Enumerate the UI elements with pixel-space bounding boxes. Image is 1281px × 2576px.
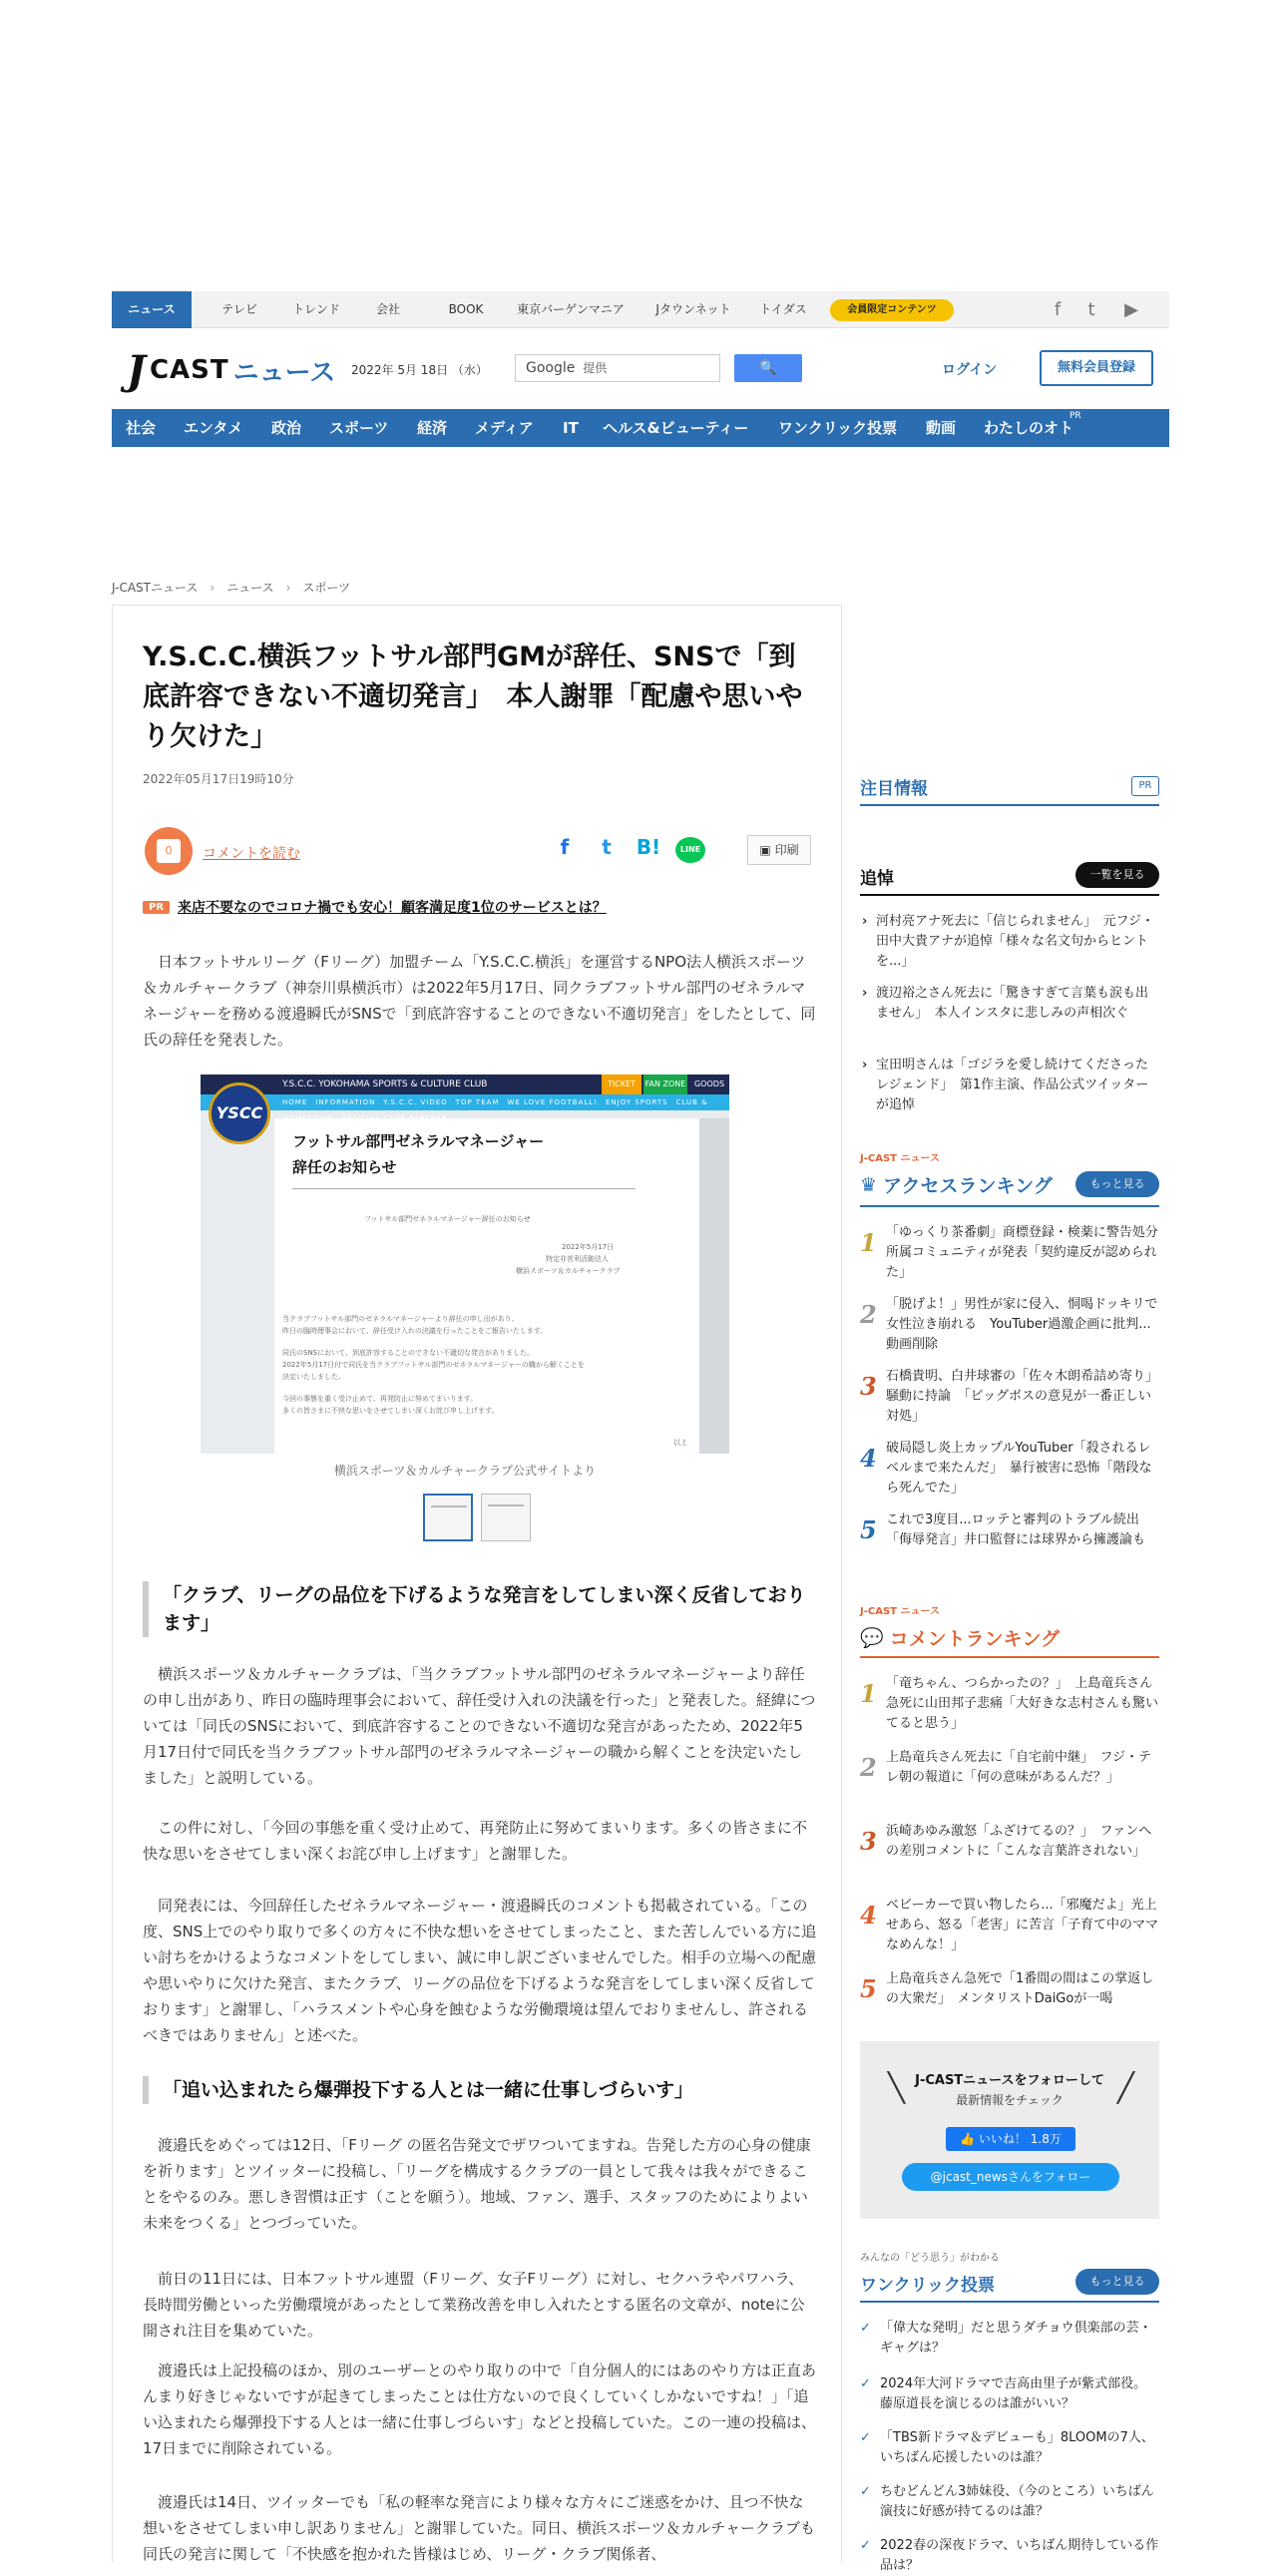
attention-pr-badge: PR xyxy=(1131,776,1159,796)
vote-item[interactable] xyxy=(860,2428,1159,2468)
youtube-icon[interactable]: ▶ xyxy=(1124,299,1138,320)
breadcrumb-home[interactable]: J-CASTニュース xyxy=(112,581,199,595)
rank-text: 浜崎あゆみ激怒「ふざけてるの？」 ファンへの差別コメントに「こんな言葉許されない」 xyxy=(886,1824,1152,1859)
vote-item[interactable] xyxy=(860,2319,1159,2359)
access-ranking-item[interactable] xyxy=(860,1295,1159,1355)
figure-site-nav: HOME INFORMATION Y.S.C.C. VIDEO TOP TEAM WE LOVE FOOTBALL! ENJOY SPORTS CLUB & xyxy=(201,1094,729,1110)
figure-side-panel xyxy=(699,1118,729,1454)
rank-number: 1 xyxy=(860,1679,877,1708)
article-paragraph-6: 渡邉氏は上記投稿のほか、別のユーザーとのやり取りの中で「自分個人的にはあのやり方は正直あんまり好きじゃないですが起きてしまったことは仕方ないので良くしていくしかないですね！」「追い込まれたら爆弾投下する人とは一緒に仕事しづらいす」などと投稿していた。この一連の投稿は、17日までに削除されている。 xyxy=(143,2361,817,2457)
access-ranking-title xyxy=(860,1171,1053,1198)
follow-slash-right: ╱ xyxy=(1117,2071,1134,2104)
logo-j-mark: J xyxy=(127,346,146,394)
article-headline: Y.S.C.C.横浜フットサル部門GMが辞任、SNSで「到底許容できない不適切発言」 本人謝罪「配慮や思いやり欠けた」 xyxy=(143,642,803,752)
nav-pr-label: PR xyxy=(1069,411,1081,421)
check-icon: ✓ xyxy=(860,2376,871,2391)
comment-bubbles-icon: 💬 xyxy=(860,1627,884,1649)
article-paragraph-4: 渡邉氏をめぐっては12日、「Fリーグ の匿名告発文でザワついてますね。告発した方の心身の健康を祈ります」とツイッターに投稿し、「リーグを構成するクラブの一員として我々は我々ができることをやるのみ。悪しき習慣は正す（ことを願う）。地域、ファン、選手、スタッフのためによりよい未来をつくる」とつづっていた。 xyxy=(143,2136,811,2232)
rank-number: 3 xyxy=(860,1827,877,1856)
access-ranking-item[interactable] xyxy=(860,1367,1159,1427)
comment-ranking-item[interactable] xyxy=(860,1748,1159,1788)
figure-doc-rule xyxy=(292,1188,636,1189)
follow-slash-left: ╲ xyxy=(888,2071,905,2104)
rank-text: 「ゆっくり茶番劇」商標登録・検薬に警告処分 所属コミュニティが発表「契約違反が認められた」 xyxy=(886,1225,1171,1280)
search-input[interactable] xyxy=(515,354,720,382)
nav-health-beauty[interactable]: ヘルス&ビューティー xyxy=(603,419,749,437)
service-tab-bargain[interactable]: 東京バーゲンマニア xyxy=(517,302,625,316)
logo-cast: CAST xyxy=(149,355,229,385)
figure-doc-body1: 当クラブフットサル部門のゼネラルマネージャーより辞任の申し出があり、 xyxy=(282,1315,519,1323)
article-paragraph-5: 前日の11日には、日本フットサル連盟（Fリーグ、女子Fリーグ）に対し、セクハラやパワハラ、長時間労働といった労働環境があったとして業務改善を申し入れたとする匿名の文章が、noteに公開され注目を集めていた。 xyxy=(143,2270,805,2340)
article-lead: 日本フットサルリーグ（Fリーグ）加盟チーム「Y.S.C.C.横浜」を運営するNPO法人横浜スポーツ＆カルチャークラブ（神奈川県横浜市）は2022年5月17日、同クラブフットサル部門のゼネラルマネージャーを務める渡邉瞬氏がSNSで「到底許容することのできない不適切発言」をしたとして、同氏の辞任を発表した。 xyxy=(143,953,816,1049)
nav-entertainment[interactable]: エンタメ xyxy=(184,419,243,437)
figure-document xyxy=(274,1118,699,1454)
figure-ticket-button: TICKET xyxy=(602,1074,641,1094)
ranking-crown-icon: ♛ xyxy=(860,1173,878,1196)
article-paragraph-7: 渡邉氏は14日、ツイッターでも「私の軽率な発言により様々な方々にご迷惑をかけ、且つ不快な想いをさせてしまい申し訳ありません」と謝罪していた。同日、横浜スポーツ＆カルチャークラブも同氏の発言に関して「不快感を抱かれた皆様はじめ、リーグ・クラブ関係者、 xyxy=(143,2493,815,2563)
service-tab-trend[interactable]: トレンド xyxy=(292,302,340,316)
logo-news: ニュース xyxy=(232,357,336,388)
vote-title: ワンクリック投票 xyxy=(860,2276,995,2296)
obituary-rule xyxy=(860,894,1159,896)
print-button[interactable] xyxy=(747,835,811,865)
access-ranking-kicker: J-CAST ニュース xyxy=(860,1153,940,1164)
rank-text: ベビーカーで買い物したら...「邪魔だよ」光上せあら、怒る「老害」に苦言「子育て中のママなめんな！」 xyxy=(886,1898,1159,1952)
printer-icon: ▣ xyxy=(759,843,775,857)
figure-doc-body4: 2022年5月17日付で同氏を当クラブフットサル部門のゼネラルマネージャーの職から解くことを xyxy=(282,1361,585,1369)
attention-rule xyxy=(860,804,1159,806)
figure-fanzone-button: FAN ZONE xyxy=(643,1074,687,1094)
breadcrumb-news[interactable]: ニュース xyxy=(226,581,274,595)
pr-text: 来店不要なのでコロナ禍でも安心！顧客満足度1位のサービスとは？ xyxy=(178,900,607,916)
access-ranking-rule xyxy=(860,1205,1159,1207)
access-ranking-more-button[interactable]: もっと見る xyxy=(1075,1171,1159,1197)
comment-bubble-icon: 0 xyxy=(157,839,181,863)
comment-ranking-item[interactable] xyxy=(860,1822,1159,1862)
comment-ranking-label: コメントランキング xyxy=(889,1628,1061,1650)
comment-ranking-item[interactable] xyxy=(860,1969,1159,2009)
access-ranking-item[interactable] xyxy=(860,1510,1159,1550)
article-paragraph-2: この件に対し、「今回の事態を重く受け止めて、再発防止に努めてまいります。多くの皆さまに不快な思いをさせてしまい深くお詫び申し上げます」と謝罪した。 xyxy=(143,1819,808,1863)
rank-text: 石橋貴明、白井球審の「佐々木朗希詰め寄り」騒動に持論 「ビッグボスの意見が一番正しい対処」 xyxy=(886,1369,1159,1424)
article-subhead-2: 「追い込まれたら爆弾投下する人とは一緒に仕事しづらいす」 xyxy=(143,2076,817,2104)
check-icon: ✓ xyxy=(860,2538,871,2553)
breadcrumb-sep: › xyxy=(285,581,291,595)
comment-ranking-title xyxy=(860,1624,1060,1651)
attention-title: 注目情報 xyxy=(860,779,928,799)
rank-text: 上島竜兵さん死去に「自宅前中継」 フジ・テレ朝の報道に「何の意味があるんだ？」 xyxy=(886,1750,1151,1785)
access-ranking-item[interactable] xyxy=(860,1439,1159,1499)
article-date: 2022年05月17日19時10分 xyxy=(143,772,294,786)
figure-caption: 横浜スポーツ＆カルチャークラブ公式サイトより xyxy=(333,1464,597,1478)
vote-text: ちむどんどん3姉妹役、（今のところ）いちばん演技に好感が持てるのは誰？ xyxy=(880,2484,1154,2519)
service-tab-company[interactable]: 会社 xyxy=(375,302,400,316)
check-icon: ✓ xyxy=(860,2430,871,2445)
nav-economy[interactable]: 経済 xyxy=(417,419,448,437)
jcast-logo[interactable] xyxy=(127,346,336,394)
article-figure[interactable] xyxy=(201,1074,729,1454)
vote-text: 2022春の深夜ドラマ、いちばん期待している作品は？ xyxy=(880,2538,1159,2573)
check-icon: ✓ xyxy=(860,2484,871,2499)
article-paragraph-3: 同発表には、今回辞任したゼネラルマネージャー・渡邉瞬氏のコメントも掲載されている。「この度、SNS上でのやり取りで多くの方々に不快な想いをさせてしまったこと、また苦しんでいる方に追い討ちをかけるようなコメントをしてしまい、誠に申し訳ございませんでした。相手の立場への配慮や思いやりに欠けた発言、またクラブ、リーグの品位を下げるような発言をしてしまい深く反省しております」と謝罪し、「ハラスメントや心身を蝕むような労働環境は望んでおりませんし、許されるべきではありません」と述べた。 xyxy=(143,1897,817,2044)
facebook-icon[interactable]: f xyxy=(1054,299,1062,320)
comment-ranking-kicker: J-CAST ニュース xyxy=(860,1606,940,1617)
figure-doc-body3: 同氏のSNSにおいて、到底許容することのできない不適切な発言がありました。 xyxy=(282,1349,534,1357)
figure-site-name: Y.S.C.C. YOKOHAMA SPORTS & CULTURE CLUB xyxy=(282,1079,488,1089)
check-icon: ✓ xyxy=(860,2321,871,2336)
signup-button[interactable]: 無料会員登録 xyxy=(1040,350,1153,386)
rank-number: 4 xyxy=(860,1901,877,1930)
twitter-follow-button[interactable]: @jcast_newsさんをフォロー xyxy=(902,2163,1119,2191)
rank-text: 「脱げよ！」男性が家に侵入、恫喝ドッキリで女性泣き崩れる YouTuber過激企画に批判...動画削除 xyxy=(886,1297,1158,1352)
vote-item[interactable] xyxy=(860,2536,1159,2576)
figure-doc-sub: フットサル部門ゼネラルマネージャー辞任のお知らせ xyxy=(364,1215,531,1223)
vote-text: 2024年大河ドラマで吉高由里子が紫式部役。藤原道長を演じるのは誰がいい？ xyxy=(880,2376,1147,2411)
figure-doc-end: 以上 xyxy=(673,1439,687,1447)
service-tab-toidas[interactable]: トイダス xyxy=(759,302,807,316)
pr-tag: PR xyxy=(143,901,170,914)
figure-thumbnail-2[interactable] xyxy=(481,1494,531,1541)
obituary-item[interactable]: › 渡辺裕之さん死去に「驚きすぎて言葉も涙も出ません」 本人インスタに悲しみの声相次ぐ xyxy=(860,984,1159,1024)
figure-doc-org1: 特定非営利活動法人 xyxy=(546,1255,609,1263)
member-content-pill[interactable]: 会員限定コンテンツ xyxy=(830,299,954,321)
vote-rule xyxy=(860,2301,1159,2303)
rank-number: 3 xyxy=(860,1372,877,1401)
share-facebook-icon[interactable]: f xyxy=(560,835,570,859)
article-paragraph-1: 横浜スポーツ＆カルチャークラブは、「当クラブフットサル部門のゼネラルマネージャーより辞任の申し出があり、昨日の臨時理事会において、辞任受け入れの決議を行った」と発表した。経緯については「同氏のSNSにおいて、到底許容することのできない不適切な発言があったため、2022年5月17日付で同氏を当クラブフットサル部門のゼネラルマネージャーの職から解くことを決定いたしました」と説明している。 xyxy=(143,1665,816,1787)
pr-link[interactable] xyxy=(143,897,607,917)
figure-thumbnail-1[interactable] xyxy=(423,1494,473,1541)
nav-sports[interactable]: スポーツ xyxy=(329,419,389,437)
breadcrumb-sports[interactable]: スポーツ xyxy=(302,581,350,595)
service-tab-book[interactable]: BOOK xyxy=(448,302,484,316)
twitter-icon[interactable]: t xyxy=(1087,299,1095,320)
service-tab-jtown[interactable]: Jタウンネット xyxy=(655,302,731,316)
facebook-like-button[interactable]: 👍 いいね！ 1.8万 xyxy=(946,2127,1075,2151)
rank-number: 1 xyxy=(860,1228,877,1257)
rank-number: 2 xyxy=(860,1300,877,1329)
obituary-title: 追悼 xyxy=(860,869,894,889)
rank-number: 5 xyxy=(860,1515,877,1544)
rank-text: 「竜ちゃん、つらかったの？」 上島竜兵さん急死に山田邦子悲痛「大好きな志村さんも驚いてると思う」 xyxy=(886,1676,1159,1731)
nav-media[interactable]: メディア xyxy=(475,419,534,437)
service-tab-news[interactable]: ニュース xyxy=(112,291,192,328)
article xyxy=(112,605,842,2562)
figure-doc-body5: 決定いたしました。 xyxy=(282,1373,345,1381)
rank-number: 2 xyxy=(860,1753,877,1782)
service-tab-tv[interactable]: テレビ xyxy=(221,302,257,316)
print-label: 印刷 xyxy=(774,843,799,857)
comment-ranking-rule xyxy=(860,1656,1159,1658)
comment-ranking-item[interactable] xyxy=(860,1896,1159,1955)
article-subhead-1: 「クラブ、リーグの品位を下げるような発言をしてしまい深く反省しております」 xyxy=(143,1581,817,1637)
obituary-item[interactable]: › 河村亮アナ死去に「信じられません」 元フジ・田中大貴アナが追悼「様々な名文句からヒントを...」 xyxy=(860,912,1159,972)
vote-more-button[interactable]: もっと見る xyxy=(1075,2269,1159,2295)
access-ranking-item[interactable] xyxy=(860,1223,1171,1283)
rank-number: 4 xyxy=(860,1444,877,1473)
nav-watashino-oto[interactable]: わたしのオト xyxy=(984,419,1074,437)
read-comments-link[interactable]: コメントを読む xyxy=(203,846,300,862)
nav-politics[interactable]: 政治 xyxy=(271,419,302,437)
header-date: 2022年 5月 18日 （水） xyxy=(351,363,488,377)
follow-line2: 最新情報をチェック xyxy=(956,2093,1064,2107)
nav-video[interactable]: 動画 xyxy=(926,419,957,437)
category-nav xyxy=(112,409,1169,447)
comment-ranking-item[interactable] xyxy=(860,1674,1159,1734)
rank-text: 破局隠し炎上カップルYouTuber「殺されるレベルまで来たんだ」 暴行被害に恐怖「階段なら死んでた」 xyxy=(886,1441,1152,1496)
nav-it[interactable]: IT xyxy=(563,419,579,437)
follow-line1: J-CASTニュースをフォローして xyxy=(915,2073,1104,2088)
search-button[interactable]: 🔍 xyxy=(734,354,802,382)
vote-kicker: みんなの「どう思う」がわかる xyxy=(860,2253,1000,2264)
figure-doc-date: 2022年5月17日 xyxy=(562,1243,615,1251)
figure-goods-button: GOODS xyxy=(689,1074,729,1094)
share-line-icon[interactable]: LINE xyxy=(675,837,705,863)
yscc-crest-logo: YSCC xyxy=(209,1082,270,1144)
figure-doc-title: フットサル部門ゼネラルマネージャー辞任のお知らせ xyxy=(292,1132,545,1176)
access-ranking-label: アクセスランキング xyxy=(883,1175,1053,1197)
breadcrumb-sep: › xyxy=(210,581,215,595)
figure-doc-body6: 今回の事態を重く受け止めて、再発防止に努めてまいります。 xyxy=(282,1395,478,1403)
figure-site-header xyxy=(201,1074,729,1094)
figure-doc-body2: 昨日の臨時理事会において、辞任受け入れの決議を行ったことをご報告いたします。 xyxy=(282,1327,548,1335)
rank-number: 5 xyxy=(860,1974,877,2003)
vote-item[interactable] xyxy=(860,2482,1159,2522)
obituary-item[interactable]: › 宝田明さんは「ゴジラを愛し続けてくださったレジェンド」 第1作主演、作品公式ツイッターが追悼 xyxy=(860,1056,1159,1115)
nav-one-click-vote[interactable]: ワンクリック投票 xyxy=(778,419,898,437)
breadcrumb xyxy=(112,579,362,596)
follow-box xyxy=(860,2041,1159,2219)
search-placeholder: 提供 xyxy=(583,361,608,375)
rank-text: これで3度目...ロッテと審判のトラブル続出「侮辱発言」井口監督には球界から擁護論も xyxy=(886,1512,1146,1547)
vote-text: 「偉大な発明」だと思うダチョウ倶楽部の芸・ギャグは？ xyxy=(880,2321,1152,2356)
login-link[interactable]: ログイン xyxy=(942,362,998,378)
vote-item[interactable] xyxy=(860,2374,1159,2414)
figure-doc-body7: 多くの皆さまに不快な思いをさせてしまい深くお詫び申し上げます。 xyxy=(282,1407,499,1415)
nav-society[interactable]: 社会 xyxy=(126,419,157,437)
vote-text: 「TBS新ドラマ＆デビューも」8LOOMの7人、いちばん応援したいのは誰？ xyxy=(880,2430,1154,2465)
figure-doc-org2: 横浜スポーツ＆カルチャークラブ xyxy=(516,1267,621,1275)
service-bar xyxy=(112,291,1169,328)
obituary-more-button[interactable]: 一覧を見る xyxy=(1075,862,1159,888)
share-twitter-icon[interactable]: t xyxy=(602,835,612,859)
google-brand: Google xyxy=(526,360,576,376)
share-hatena-icon[interactable]: B! xyxy=(636,835,661,859)
comment-count-badge[interactable] xyxy=(145,827,193,875)
rank-text: 上島竜兵さん急死で「1番間の間はこの掌返しの大衆だ」 メンタリストDaiGoが一喝 xyxy=(886,1971,1154,2006)
